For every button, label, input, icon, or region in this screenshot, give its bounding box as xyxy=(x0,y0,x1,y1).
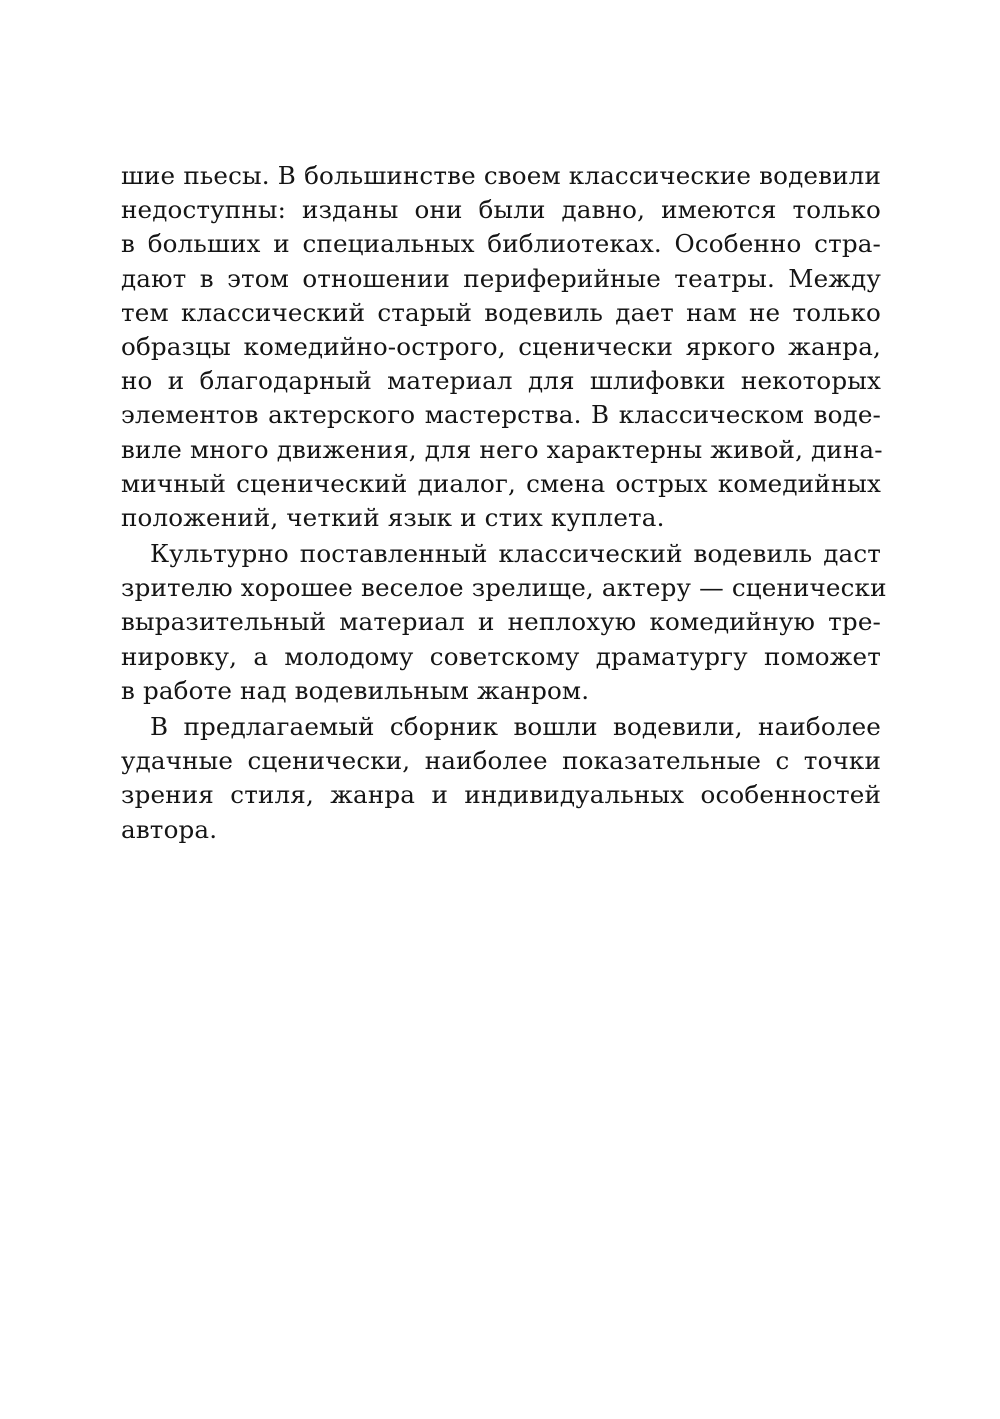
text-line: нировку, а молодому советскому драматургу поможет xyxy=(121,641,881,671)
text-line: Культурно поставленный классический водевиль даст xyxy=(150,539,881,569)
text-line: автора. xyxy=(121,814,218,844)
text-line: недоступны: изданы они были давно, имеются только xyxy=(121,195,881,225)
text-line: в больших и специальных библиотеках. Особенно стра- xyxy=(121,229,881,259)
text-line: зрителю хорошее веселое зрелище, актеру — сценически xyxy=(121,573,887,603)
text-line: удачные сценически, наиболее показательные с точки xyxy=(121,746,881,776)
text-line: в работе над водевильным жанром. xyxy=(121,675,590,705)
body-text xyxy=(121,159,887,847)
text-line: шие пьесы. В большинстве своем классические водевили xyxy=(121,161,881,190)
text-line: тем классический старый водевиль дает нам не только xyxy=(121,297,881,327)
paragraph-2 xyxy=(121,537,887,708)
text-line: зрения стиля, жанра и индивидуальных особенностей xyxy=(121,780,881,810)
text-line: виле много движения, для него характерны живой, дина- xyxy=(121,434,883,464)
paragraph-1 xyxy=(121,159,881,535)
text-line: положений, четкий язык и стих куплета. xyxy=(121,502,665,532)
text-line: элементов актерского мастерства. В классическом воде- xyxy=(121,400,881,430)
text-line: образцы комедийно-острого, сценически яркого жанра, xyxy=(121,331,881,361)
text-line: но и благодарный материал для шлифовки некоторых xyxy=(121,366,881,396)
text-line: выразительный материал и неплохую комедийную тре- xyxy=(121,607,881,637)
text-line: мичный сценический диалог, смена острых комедийных xyxy=(121,468,881,498)
paragraph-3 xyxy=(121,710,881,847)
text-line: дают в этом отношении периферийные театры. Между xyxy=(121,263,881,293)
text-line: В предлагаемый сборник вошли водевили, наиболее xyxy=(150,712,881,741)
